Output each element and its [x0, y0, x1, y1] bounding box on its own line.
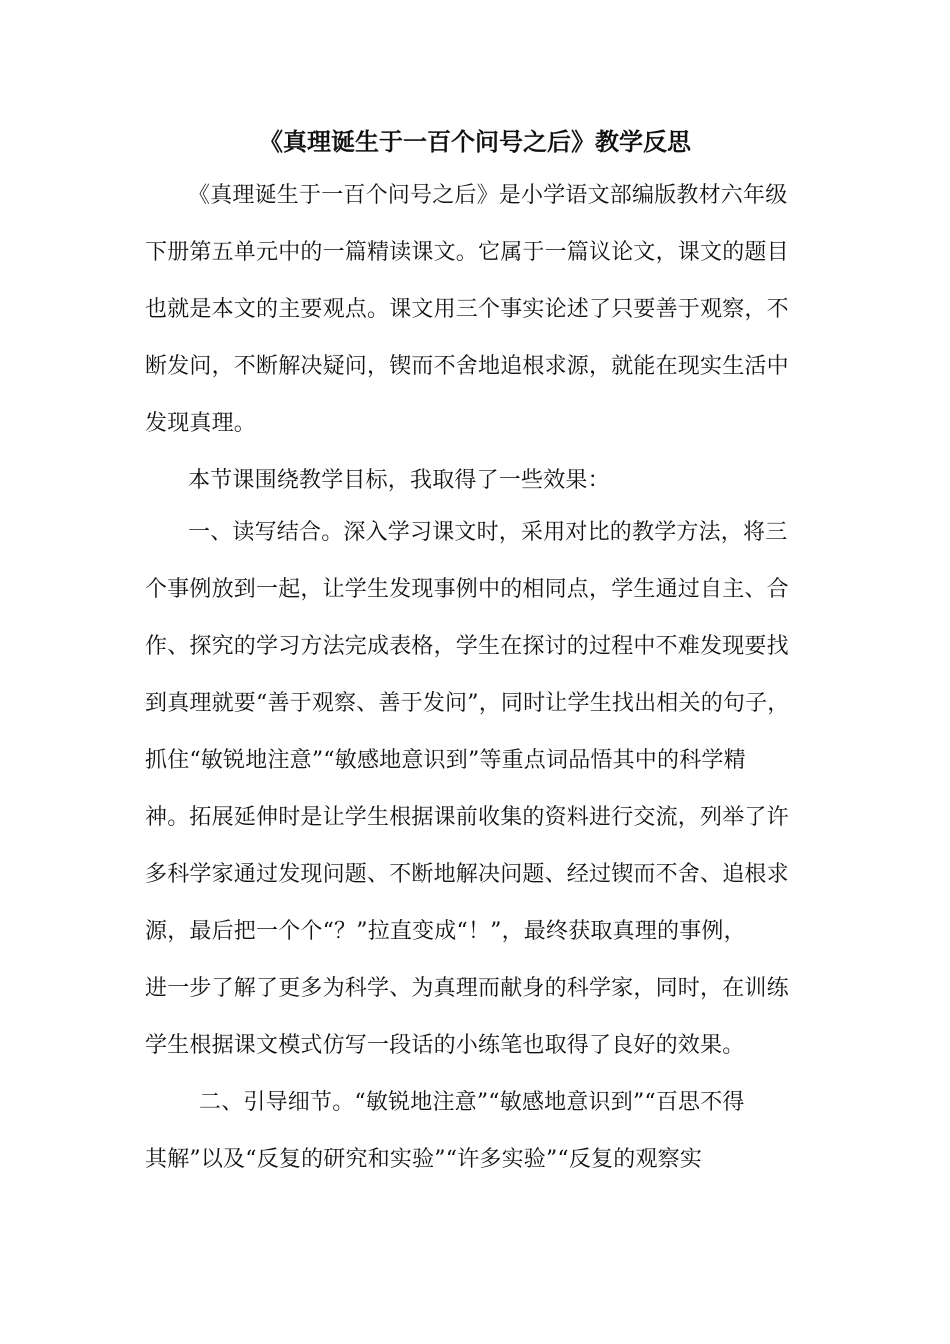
text-line-1: 《真理诞生于一百个问号之后》是小学语文部编版教材六年级	[188, 183, 788, 208]
text-line-7: 一、读写结合。深入学习课文时，采用对比的教学方法，将三	[188, 520, 788, 545]
document-title: 《真理诞生于一百个问号之后》教学反思	[259, 127, 691, 156]
text-line-5: 发现真理。	[145, 411, 257, 436]
text-line-10: 到真理就要“善于观察、善于发问”，同时让学生找出相关的句子，	[145, 691, 790, 716]
text-line-11: 抓住“敏锐地注意”“敏感地意识到”等重点词品悟其中的科学精	[145, 748, 746, 773]
text-line-13: 多科学家通过发现问题、不断地解决问题、经过锲而不舍、追根求	[145, 862, 789, 887]
text-line-9: 作、探究的学习方法完成表格，学生在探讨的过程中不难发现要找	[145, 634, 789, 659]
text-line-2: 下册第五单元中的一篇精读课文。它属于一篇议论文，课文的题目	[145, 240, 789, 265]
text-line-17: 二、引导细节。“敏锐地注意”“敏感地意识到”“百思不得	[199, 1090, 745, 1115]
text-line-6: 本节课围绕教学目标，我取得了一些效果：	[188, 468, 610, 493]
text-line-3: 也就是本文的主要观点。课文用三个事实论述了只要善于观察，不	[145, 297, 789, 322]
text-line-15: 进一步了解了更多为科学、为真理而献身的科学家，同时，在训练	[145, 976, 789, 1001]
text-line-8: 个事例放到一起，让学生发现事例中的相同点，学生通过自主、合	[145, 577, 789, 602]
text-line-16: 学生根据课文模式仿写一段话的小练笔也取得了良好的效果。	[145, 1033, 745, 1058]
text-line-14: 源，最后把一个个“？”拉直变成“！”，最终获取真理的事例，	[145, 919, 746, 944]
text-line-18: 其解”以及“反复的研究和实验”“许多实验”“反复的观察实	[145, 1147, 703, 1172]
text-line-12: 神。拓展延伸时是让学生根据课前收集的资料进行交流，列举了许	[145, 805, 789, 830]
text-line-4: 断发问，不断解决疑问，锲而不舍地追根求源，就能在现实生活中	[145, 354, 789, 379]
